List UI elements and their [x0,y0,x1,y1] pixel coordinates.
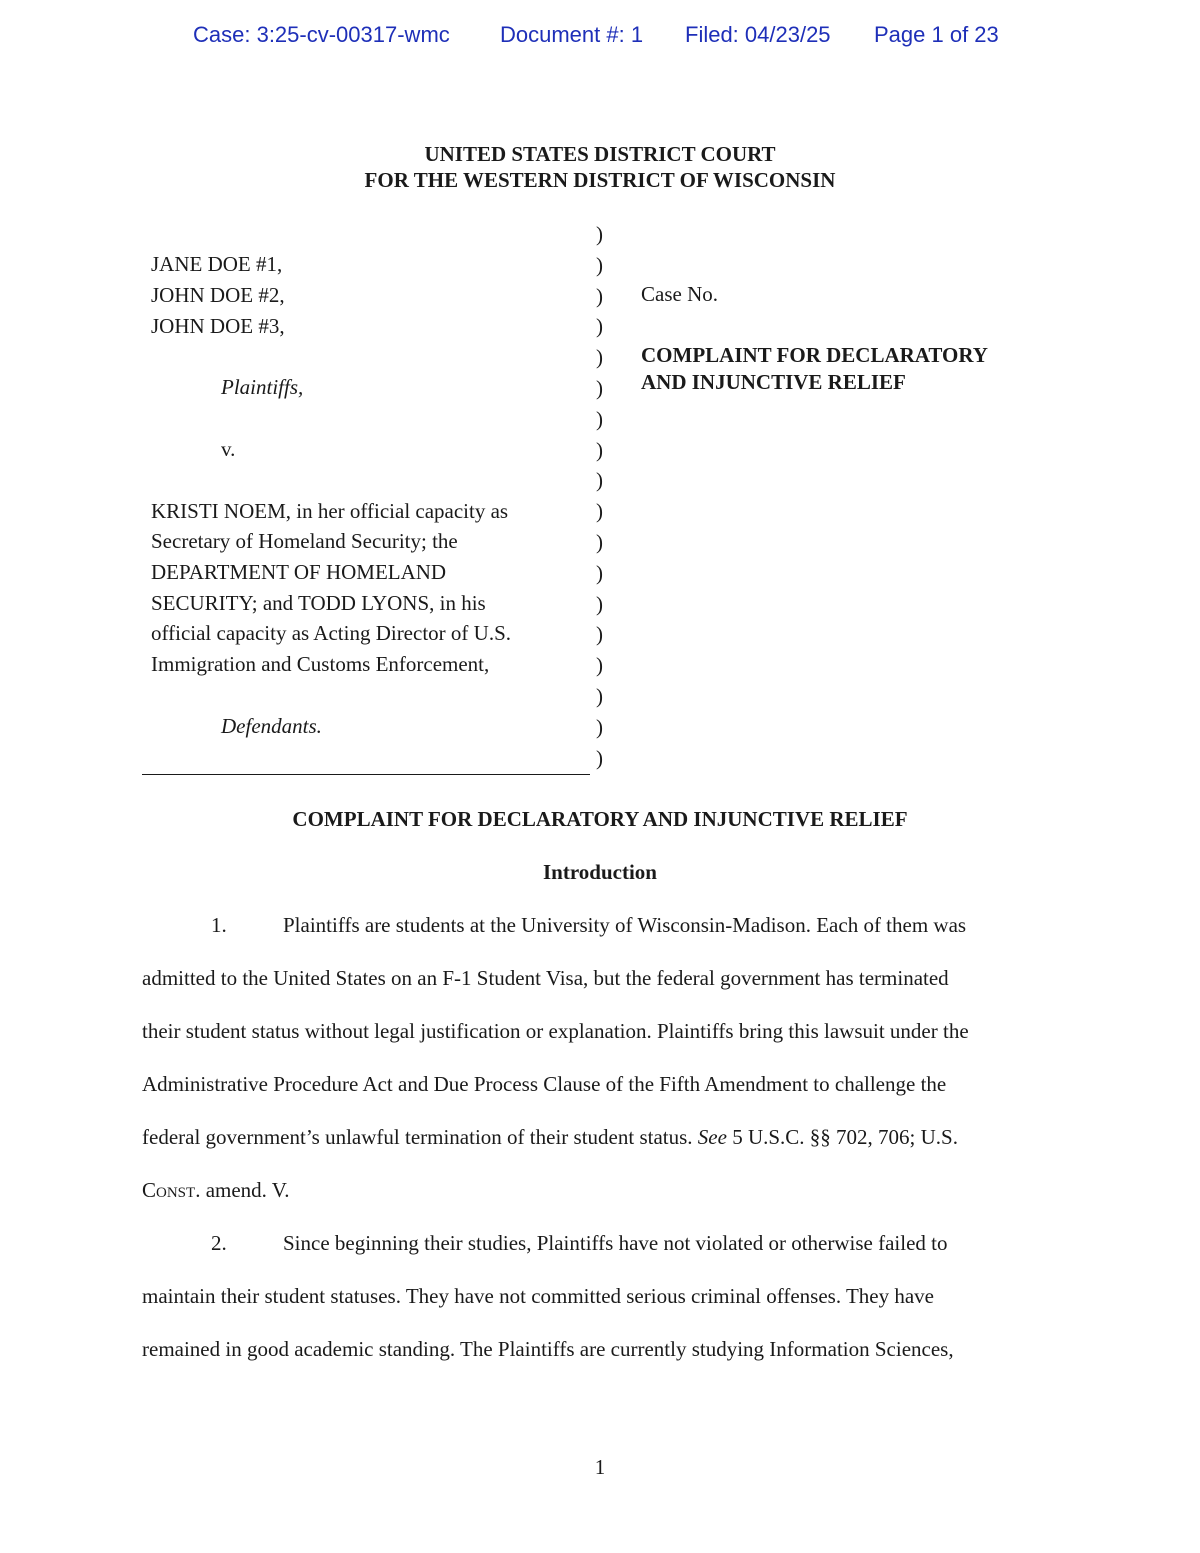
defendants-label: Defendants. [221,714,322,738]
plaintiff-name: JOHN DOE #2, [151,283,285,307]
paren: ) [596,683,603,708]
paragraph-line: Since beginning their studies, Plaintiffs have not violated or otherwise failed to [283,1231,948,1255]
defendant-line: DEPARTMENT OF HOMELAND [151,560,447,584]
paren: ) [596,591,603,616]
caption-title-line: COMPLAINT FOR DECLARATORY [641,343,988,367]
ecf-case-number: Case: 3:25-cv-00317-wmc [193,22,450,47]
defendant-line: Secretary of Homeland Security; the [151,529,458,553]
section-heading: Introduction [543,860,657,884]
defendant-line: SECURITY; and TODD LYONS, in his [151,591,486,615]
page-number: 1 [594,1455,606,1479]
caption-document-title [641,342,988,396]
constitution-citation: Const [142,1178,196,1202]
paragraph-line: their student status without legal justification or explanation. Plaintiffs bring this lawsuit under the [142,1019,969,1043]
paragraph-number: 2. [211,1231,227,1255]
paragraph-number: 1. [211,913,227,937]
court-name: UNITED STATES DISTRICT COURT [424,142,776,166]
case-number-label: Case No. [641,282,718,306]
paragraph-line: Plaintiffs are students at the University of Wisconsin-Madison. Each of them was [283,913,967,937]
plaintiffs-label: Plaintiffs, [221,375,304,399]
ecf-filed-date: Filed: 04/23/25 [685,22,831,47]
document-title: COMPLAINT FOR DECLARATORY AND INJUNCTIVE RELIEF [292,807,908,831]
court-district: FOR THE WESTERN DISTRICT OF WISCONSIN [364,168,836,192]
caption-divider [142,774,590,775]
paren: ) [596,437,603,462]
caption-title-line: AND INJUNCTIVE RELIEF [641,370,906,394]
paren: ) [596,529,603,554]
plaintiff-name: JOHN DOE #3, [151,314,285,338]
versus-label: v. [221,437,236,461]
paragraph-line [142,1122,958,1152]
paren: ) [596,283,603,308]
paren: ) [596,653,603,678]
defendant-line: official capacity as Acting Director of U.S. [151,621,511,645]
paren: ) [596,314,603,339]
paragraph-line: Administrative Procedure Act and Due Process Clause of the Fifth Amendment to challenge the [142,1072,947,1096]
paren: ) [596,252,603,277]
defendant-line: KRISTI NOEM, in her official capacity as [151,499,509,523]
paragraph-line [142,1175,290,1205]
caption-parenthesis-column [596,219,610,773]
paren: ) [596,499,603,524]
statute-citation: 5 U.S.C. §§ 702, 706; U.S. [726,1125,958,1149]
defendant-line: Immigration and Customs Enforcement, [151,652,490,676]
paren: ) [596,406,603,431]
paren: ) [596,622,603,647]
paragraph-text: . amend. V. [195,1178,290,1202]
ecf-page-count: Page 1 of 23 [874,22,999,47]
paragraph-line: admitted to the United States on an F-1 Student Visa, but the federal government has terminated [142,966,949,990]
paren: ) [596,222,603,246]
paragraph-line: maintain their student statuses. They have not committed serious criminal offenses. They have [142,1284,934,1308]
paren: ) [596,375,603,400]
paren: ) [596,560,603,585]
paren: ) [596,468,603,493]
paren: ) [596,345,603,370]
ecf-document-number: Document #: 1 [500,22,644,47]
citation-signal: See [697,1125,727,1149]
paren: ) [596,714,603,739]
plaintiff-name: JANE DOE #1, [151,252,283,276]
paren: ) [596,745,603,770]
paragraph-text: federal government’s unlawful termination of their student status. [142,1125,698,1149]
paragraph-line: remained in good academic standing. The Plaintiffs are currently studying Information Sciences, [142,1337,954,1361]
